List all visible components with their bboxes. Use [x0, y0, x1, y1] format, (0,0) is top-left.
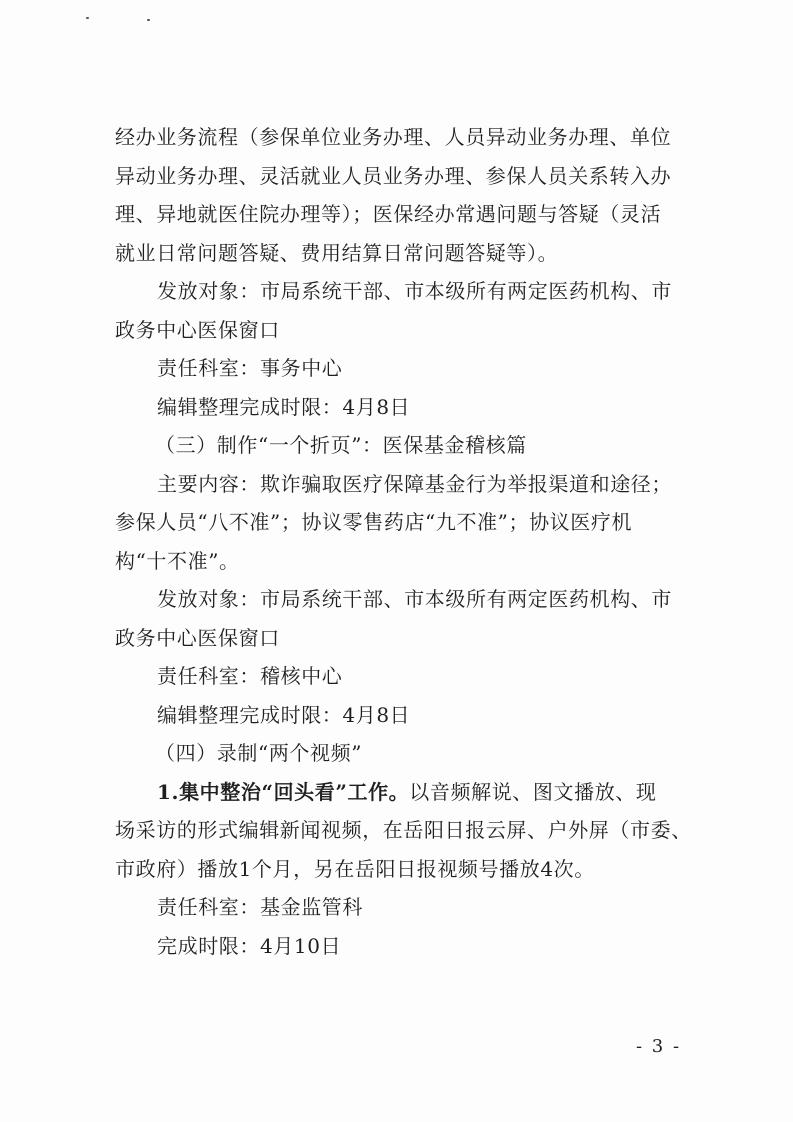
item-text: 以音频解说、图文播放、现 — [409, 779, 657, 804]
text-line: 完成时限：4月10日 — [157, 933, 342, 958]
text-line: 发放对象：市局系统干部、市本级所有两定医药机构、市 — [157, 587, 672, 611]
text-line: 责任科室：基金监管科 — [157, 895, 363, 919]
section-heading: （三）制作“一个折页”：医保基金稽核篇 — [155, 433, 527, 457]
text-line: 责任科室：事务中心 — [157, 356, 343, 380]
text-line: 市政府）播放1个月，另在岳阳日报视频号播放4次。 — [115, 856, 595, 881]
item-heading: 1.集中整治“回头看”工作。 — [157, 779, 410, 804]
text-line: 经办业务流程（参保单位业务办理、人员异动业务办理、单位 — [115, 125, 672, 149]
scan-speck — [86, 17, 89, 19]
text-line: 责任科室：稽核中心 — [157, 664, 343, 688]
text-line — [115, 773, 690, 812]
text-line: 理、异地就医住院办理等）；医保经办常遇问题与答疑（灵活 — [115, 202, 662, 226]
text-line: 发放对象：市局系统干部、市本级所有两定医药机构、市 — [157, 279, 672, 303]
text-line: 场采访的形式编辑新闻视频，在岳阳日报云屏、户外屏（市委、 — [115, 818, 692, 842]
text-line: 编辑整理完成时限：4月8日 — [157, 394, 411, 419]
document-body — [115, 118, 690, 965]
text-line: 参保人员“八不准”；协议零售药店“九不准”；协议医疗机 — [115, 510, 633, 534]
text-line: 政务中心医保窗口 — [115, 625, 280, 650]
text-line: 编辑整理完成时限：4月8日 — [157, 702, 411, 727]
text-line: 政务中心医保窗口 — [115, 317, 280, 342]
page-number: - 3 - — [636, 1036, 682, 1057]
text-line: 就业日常问题答疑、费用结算日常问题答疑等）。 — [115, 240, 559, 265]
text-line: 异动业务办理、灵活就业人员业务办理、参保人员关系转入办 — [115, 163, 672, 188]
section-heading: （四）录制“两个视频” — [155, 741, 363, 765]
text-line: 主要内容：欺诈骗取医疗保障基金行为举报渠道和途径； — [157, 471, 672, 496]
scan-speck — [147, 19, 150, 21]
text-line: 构“十不准”。 — [115, 548, 240, 573]
